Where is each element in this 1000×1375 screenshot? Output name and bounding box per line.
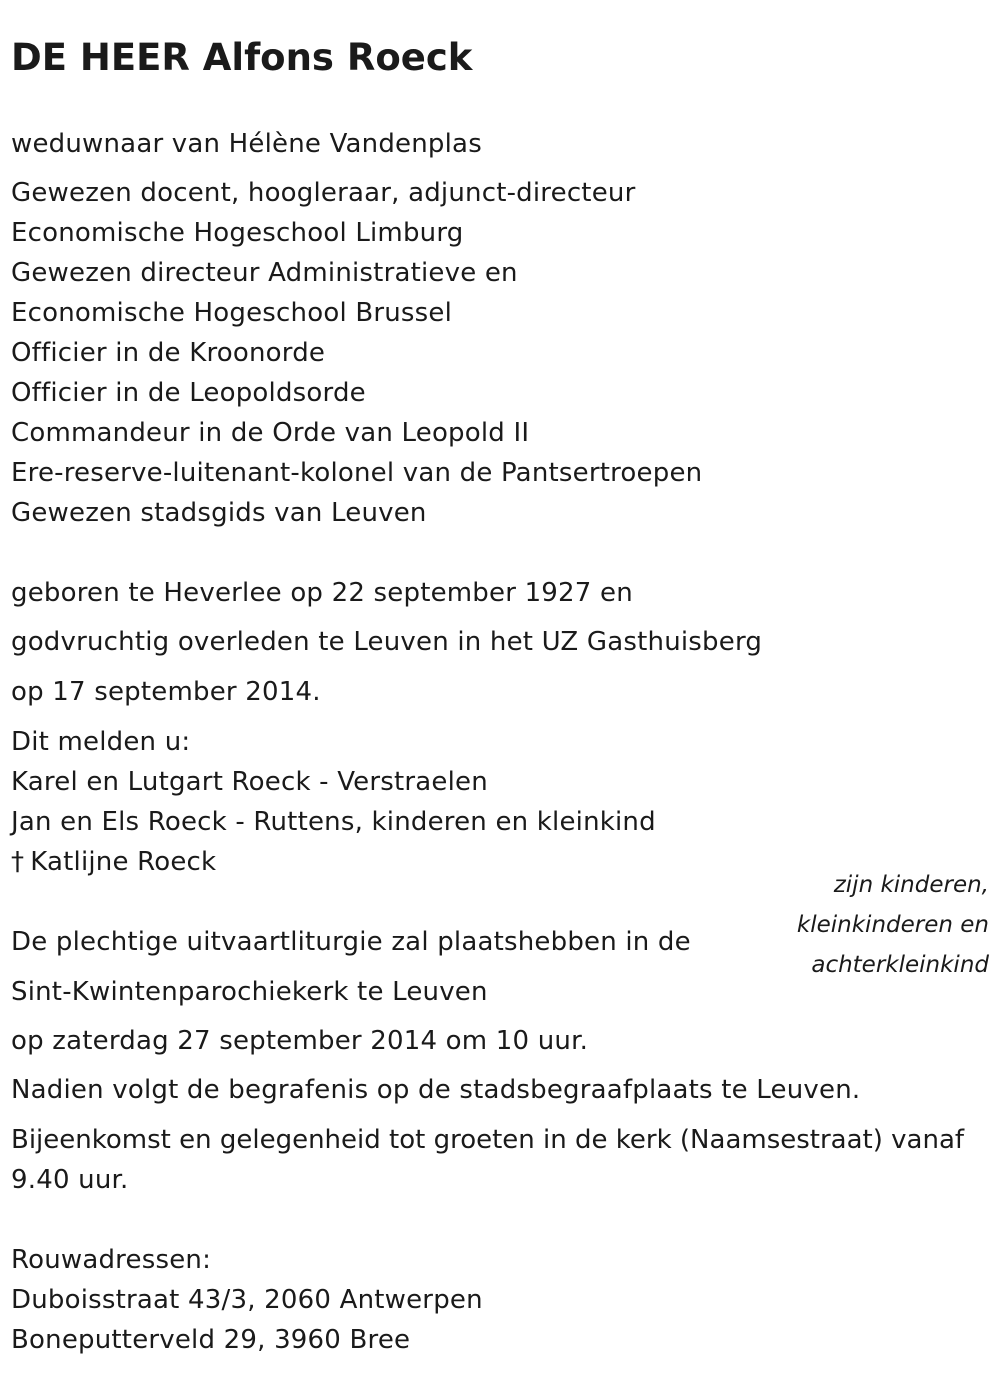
deceased-child-line [11,846,216,878]
side-note-line: achterkleinkind [811,952,989,978]
address-item: Boneputterveld 29, 3960 Bree [11,1325,411,1355]
birth-line: geboren te Heverlee op 22 september 1927 en [11,578,633,608]
title-item: Gewezen directeur Administratieve en [11,258,518,288]
title-item: Economische Hogeschool Brussel [11,298,453,328]
death-line: godvruchtig overleden te Leuven in het UZ Gasthuisberg [11,627,763,657]
title-item: Officier in de Leopoldsorde [11,378,366,408]
title-item: Gewezen stadsgids van Leuven [11,498,427,528]
funeral-line: Nadien volgt de begrafenis op de stadsbegraafplaats te Leuven. [11,1075,861,1105]
family-line: Jan en Els Roeck - Ruttens, kinderen en kleinkind [11,807,656,837]
funeral-line: Sint-Kwintenparochiekerk te Leuven [11,977,488,1007]
funeral-line: De plechtige uitvaartliturgie zal plaatshebben in de [11,927,691,957]
family-line: Karel en Lutgart Roeck - Verstraelen [11,767,488,797]
funeral-line: Bijeenkomst en gelegenheid tot groeten in de kerk (Naamsestraat) vanaf [11,1125,965,1155]
side-note-line: kleinkinderen en [796,912,989,938]
page-title: DE HEER Alfons Roeck [11,36,473,79]
address-item: Duboisstraat 43/3, 2060 Antwerpen [11,1285,483,1315]
side-note-line: zijn kinderen, [833,872,989,898]
cross-icon: † [11,847,25,877]
title-item: Commandeur in de Orde van Leopold II [11,418,530,448]
addresses-label: Rouwadressen: [11,1245,212,1275]
deceased-child-name: Katlijne Roeck [30,847,217,877]
title-item: Ere-reserve-luitenant-kolonel van de Pantsertroepen [11,458,703,488]
title-item: Officier in de Kroonorde [11,338,326,368]
title-item: Economische Hogeschool Limburg [11,218,464,248]
death-date-line: op 17 september 2014. [11,677,321,707]
widower-line: weduwnaar van Hélène Vandenplas [11,129,482,159]
title-item: Gewezen docent, hoogleraar, adjunct-directeur [11,178,636,208]
funeral-line: op zaterdag 27 september 2014 om 10 uur. [11,1026,589,1056]
announcers-intro: Dit melden u: [11,727,191,757]
funeral-line: 9.40 uur. [11,1165,129,1195]
